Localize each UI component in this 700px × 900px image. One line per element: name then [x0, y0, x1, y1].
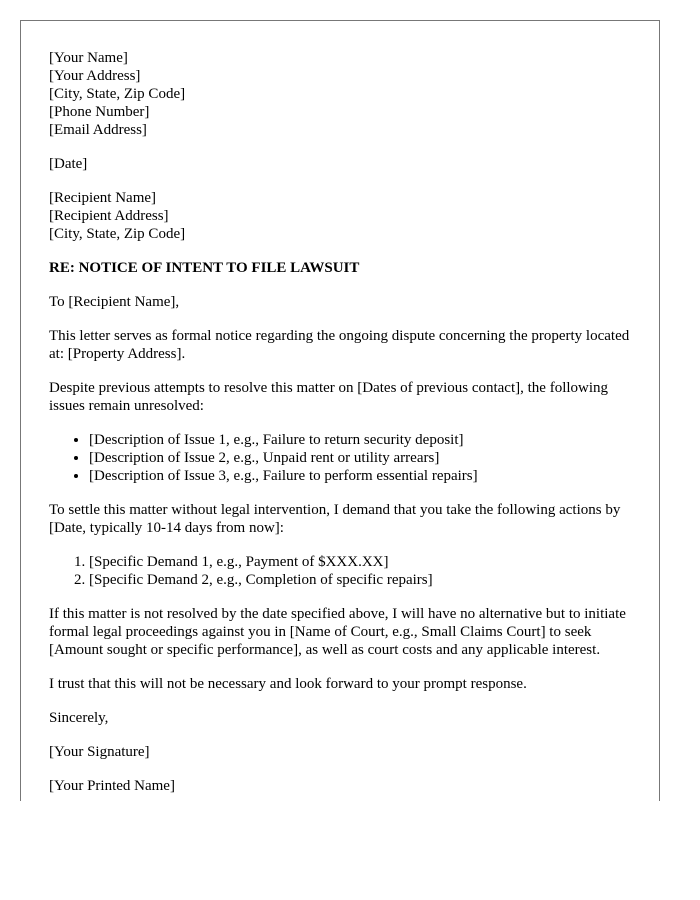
letter-date: [Date]: [49, 156, 88, 172]
recipient-name: [Recipient Name]: [49, 190, 157, 206]
issue-item: • [Description of Issue 3, e.g., Failure to perform essential repairs]: [89, 467, 635, 485]
sender-email: [Email Address]: [49, 122, 147, 138]
sender-address: [Your Address]: [49, 68, 141, 84]
intro-paragraph: This letter serves as formal notice regarding the ongoing dispute concerning the property located at: [Property Address].: [49, 328, 630, 362]
sender-name: [Your Name]: [49, 50, 128, 66]
recipient-address: [Recipient Address]: [49, 208, 169, 224]
letter-content: [49, 49, 635, 801]
demand-item: 2. [Specific Demand 2, e.g., Completion of specific repairs]: [89, 571, 635, 589]
recipient-block: [49, 189, 635, 243]
issues-intro-paragraph: Despite previous attempts to resolve this matter on [Dates of previous contact], the following issues remain unresolved:: [49, 380, 609, 414]
closing-remark: I trust that this will not be necessary and look forward to your prompt response.: [49, 676, 527, 692]
subject-line: RE: NOTICE OF INTENT TO FILE LAWSUIT: [49, 260, 360, 276]
consequence-paragraph: If this matter is not resolved by the date specified above, I will have no alternative but to initiate formal legal proceedings against you in [Name of Court, e.g., Small Claims Court] to seek [Amount sought or specific performance], as well as court costs and any applicable interest.: [49, 606, 626, 658]
salutation: To [Recipient Name],: [49, 294, 180, 310]
sign-off: Sincerely,: [49, 710, 109, 726]
issues-list: [49, 431, 635, 485]
issue-item: • [Description of Issue 2, e.g., Unpaid rent or utility arrears]: [89, 449, 635, 467]
printed-name: [Your Printed Name]: [49, 778, 175, 794]
sender-city-state-zip: [City, State, Zip Code]: [49, 86, 186, 102]
sender-phone: [Phone Number]: [49, 104, 150, 120]
demands-list: [49, 553, 635, 589]
sender-block: [49, 49, 635, 139]
demands-intro-paragraph: To settle this matter without legal intervention, I demand that you take the following actions by [Date, typically 10-14 days from now]:: [49, 502, 621, 536]
signature: [Your Signature]: [49, 744, 150, 760]
recipient-city-state-zip: [City, State, Zip Code]: [49, 226, 186, 242]
letter-page: [20, 20, 660, 801]
issue-item: • [Description of Issue 1, e.g., Failure to return security deposit]: [89, 431, 635, 449]
demand-item: 1. [Specific Demand 1, e.g., Payment of $XXX.XX]: [89, 553, 635, 571]
date-block: [49, 155, 635, 173]
